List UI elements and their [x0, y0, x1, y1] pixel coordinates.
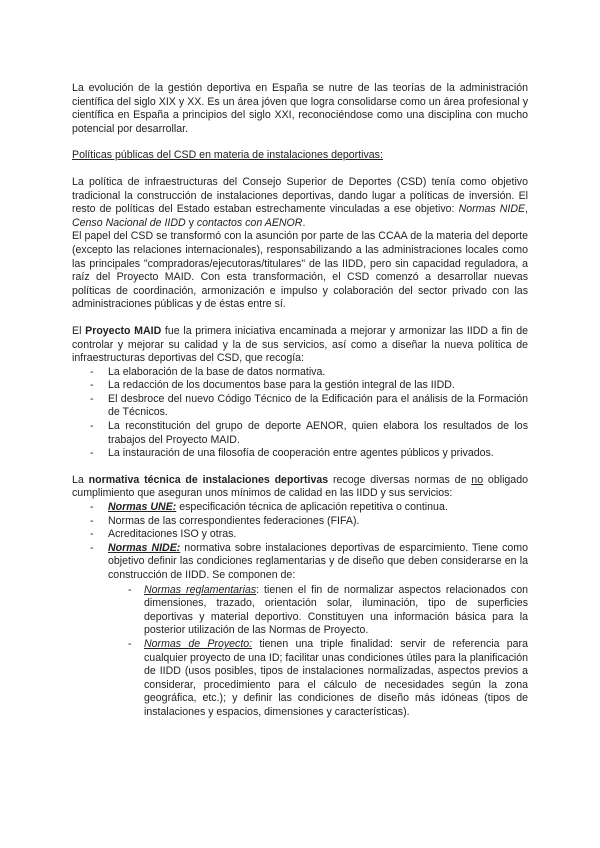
- maid-paragraph: [72, 325, 528, 366]
- list-item: - La redacción de los documentos base para la gestión integral de las IIDD.: [72, 379, 528, 393]
- list-item-nide: [72, 542, 528, 720]
- csd-role-paragraph: El papel del CSD se transformó con la asunción por parte de las CCAA de la materia del deporte (excepto las relaciones internacionales), responsabilizando a las administraciones locales como las principales "compradoras/ejecutoras/titulares" de las IIDD, pero sin capacidad reguladora, a raíz del Proyecto MAID. Con esta transformación, el CSD comenzó a desarrollar nuevas políticas de coordinación, armonización e impulso y colaboración del sector privado con las administraciones públicas y de éstas entre sí.: [72, 230, 528, 311]
- list-item-iso: - Acreditaciones ISO y otras.: [72, 528, 528, 542]
- separator: y: [185, 216, 197, 229]
- aenor-contacts-term: contactos con AENOR: [196, 216, 303, 229]
- sentence-end: .: [302, 216, 306, 229]
- maid-text: fue la primera iniciativa encaminada a mejorar y armonizar las IIDD a fin de controlar y mejorar su calidad y la de sus servicios, así como a diseñar la nueva política de infraestructuras deportivas del CSD, que recogía:: [72, 324, 528, 365]
- infrastructure-policy-paragraph: [72, 176, 528, 230]
- normas-nide-term: Normas NIDE: [458, 203, 526, 216]
- document-page: [72, 82, 528, 720]
- intro-paragraph: La evolución de la gestión deportiva en España se nutre de las teorías de la administración científica del siglo XIX y XX. Es un área jóven que logra consolidarse como un área profesional y científica en España a principios del siglo XXI, reconociéndose como una disciplina con mucho potencial por desarrollar.: [72, 82, 528, 135]
- list-item-fifa: - Normas de las correspondientes federaciones (FIFA).: [72, 515, 528, 529]
- list-item: - El desbroce del nuevo Código Técnico de la Edificación para el análisis de la Formación de Técnicos.: [72, 393, 528, 420]
- normativa-tecnica-term: normativa técnica de instalaciones deportivas: [88, 473, 329, 486]
- normativa-paragraph: [72, 474, 528, 501]
- maid-list: [72, 366, 528, 461]
- separator: ,: [525, 203, 528, 216]
- maid-pre: El: [72, 324, 86, 337]
- sublist-item-proyecto: [108, 638, 528, 720]
- infrastructure-policy-text: La política de infraestructuras del Consejo Superior de Deportes (CSD) tenía como objetivo tradicional la construcción de instalaciones deportivas, dando lugar a políticas de inversión. El resto de políticas del Estado estaban estrechamente vinculadas a ese objetivo:: [72, 175, 528, 216]
- normas-proyecto-text: tienen una triple finalidad: servir de referencia para cualquier proyecto de una ID; facilitar unas condiciones útiles para la planificación de IIDD (usos posibles, tipos de instalaciones normalizadas, aspectos previos a considerar, procedimiento para el cálculo de necesidades según la zona geográfica, etc.); y definir las condiciones de diseño más idóneas (tipos de instalaciones y espacios, dimensiones y características).: [144, 637, 528, 718]
- no-underlined: no: [471, 473, 484, 486]
- normas-une-text: especificación técnica de aplicación repetitiva o continua.: [176, 501, 448, 514]
- normas-reglamentarias-label: Normas reglamentarias: [144, 583, 257, 596]
- normas-nide-label: Normas NIDE:: [108, 541, 181, 554]
- normativa-end: obligado cumplimiento que aseguran unos mínimos de calidad en las IIDD y sus servicios:: [72, 473, 528, 500]
- proyecto-maid-term: Proyecto MAID: [85, 324, 162, 337]
- nide-sublist: [108, 584, 528, 720]
- normas-une-label: Normas UNE:: [108, 501, 177, 514]
- censo-nacional-term: Censo Nacional de IIDD: [72, 216, 186, 229]
- sublist-item-reglamentarias: [108, 584, 528, 638]
- normativa-pre: La: [72, 473, 89, 486]
- normas-reglamentarias-text: : tienen el fin de normalizar aspectos relacionados con dimensiones, trazado, orientación solar, iluminación, tipo de superficies deportivas y material deportivo. Constituyen una información básica para la posterior utilización de las Normas de Proyecto.: [144, 583, 528, 637]
- list-item: - La instauración de una filosofía de cooperación entre agentes públicos y privados.: [72, 447, 528, 461]
- normas-proyecto-label: Normas de Proyecto:: [144, 637, 253, 650]
- normativa-list: [72, 501, 528, 720]
- section-heading: Políticas públicas del CSD en materia de instalaciones deportivas:: [72, 149, 383, 162]
- list-item: - La elaboración de la base de datos normativa.: [72, 366, 528, 380]
- normas-nide-text: normativa sobre instalaciones deportivas de esparcimiento. Tiene como objetivo definir las condiciones reglamentarias y de diseño que deben considerarse en la construcción de IIDD. Se componen de:: [108, 541, 528, 581]
- list-item-une: [72, 501, 528, 515]
- normativa-mid: recoge diversas normas de: [328, 473, 472, 486]
- list-item: - La reconstitución del grupo de deporte AENOR, quien elabora los resultados de los trabajos del Proyecto MAID.: [72, 420, 528, 447]
